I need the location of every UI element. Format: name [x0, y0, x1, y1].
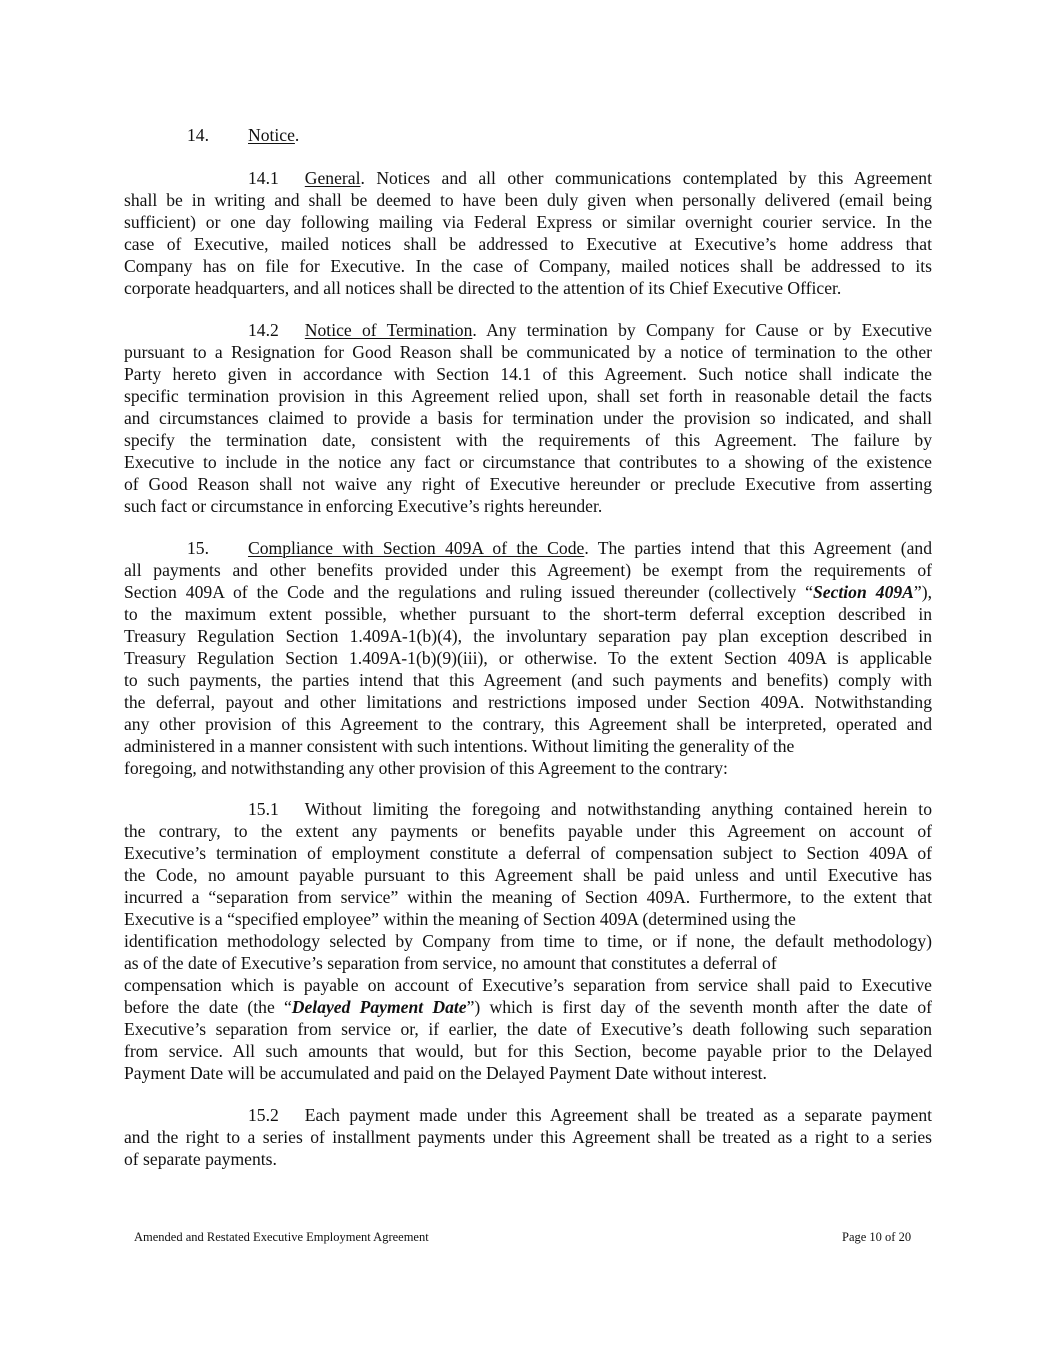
- paragraph-line: compensation which is payable on account of Executive’s separation from service shall paid to Executive: [124, 975, 932, 995]
- paragraph-line: of Good Reason shall not waive any right of Executive hereunder or preclude Executive from asserting: [124, 474, 932, 494]
- paragraph-line: of separate payments.: [124, 1149, 277, 1169]
- paragraph-14-2-line: 14.2 Notice of Termination. Any termination by Company for Cause or by Executive: [248, 320, 932, 340]
- paragraph-line: before the date (the “Delayed Payment Date”) which is first day of the seventh month after the date of: [124, 997, 932, 1017]
- paragraph-line: foregoing, and notwithstanding any other provision of this Agreement to the contrary:: [124, 758, 728, 778]
- paragraph-15-1-line: 15.1 Without limiting the foregoing and notwithstanding anything contained herein to: [248, 799, 932, 819]
- section-number: 15.2: [248, 1105, 279, 1125]
- section-14-heading: 14. Notice.: [187, 125, 300, 145]
- paragraph-14-1-line: 14.1 General. Notices and all other communications contemplated by this Agreement: [248, 168, 932, 188]
- paragraph-line: all payments and other benefits provided under this Agreement) be exempt from the requirements of: [124, 560, 932, 580]
- paragraph-line: incurred a “separation from service” within the meaning of Section 409A. Furthermore, to the extent that: [124, 887, 932, 907]
- paragraph-line: Executive’s termination of employment constitute a deferral of compensation subject to Section 409A of: [124, 843, 932, 863]
- paragraph-line: pursuant to a Resignation for Good Reason shall be communicated by a notice of termination to the other: [124, 342, 932, 362]
- paragraph-line: and the right to a series of installment payments under this Agreement shall be treated as a right to a series: [124, 1127, 932, 1147]
- section-15-heading: 15. Compliance with Section 409A of the Code. The parties intend that this Agreement (and: [187, 538, 932, 558]
- paragraph-line: Executive’s separation from service or, if earlier, the date of Executive’s death following such separation: [124, 1019, 932, 1039]
- paragraph-line: identification methodology selected by Company from time to time, or if none, the default methodology): [124, 931, 932, 951]
- paragraph-line: specify the termination date, consistent with the requirements of this Agreement. The failure by: [124, 430, 932, 450]
- paragraph-line: such fact or circumstance in enforcing Executive’s rights hereunder.: [124, 496, 603, 516]
- section-number: 14.: [187, 125, 209, 145]
- paragraph-line: as of the date of Executive’s separation from service, no amount that constitutes a deferral of: [124, 953, 777, 973]
- section-number: 15.: [187, 538, 209, 558]
- paragraph-line: Treasury Regulation Section 1.409A-1(b)(4), the involuntary separation pay plan exception described in: [124, 626, 932, 646]
- section-title: Notice: [248, 125, 295, 145]
- paragraph-line: Company has on file for Executive. In the case of Company, mailed notices shall be addressed to its: [124, 256, 932, 276]
- paragraph-line: Executive to include in the notice any fact or circumstance that contributes to a showing of the existence: [124, 452, 932, 472]
- paragraph-line: and circumstances claimed to provide a basis for termination under the provision so indicated, and shall: [124, 408, 932, 428]
- paragraph-line: shall be in writing and shall be deemed to have been duly given when personally delivered (email being: [124, 190, 932, 210]
- paragraph-line: from service. All such amounts that would, but for this Section, become payable prior to the Delayed: [124, 1041, 932, 1061]
- paragraph-line: case of Executive, mailed notices shall be addressed to Executive at Executive’s home address that: [124, 234, 932, 254]
- paragraph-line: Executive is a “specified employee” within the meaning of Section 409A (determined using the: [124, 909, 796, 929]
- paragraph-line: Section 409A of the Code and the regulations and ruling issued thereunder (collectively “Section 409A”),: [124, 582, 932, 602]
- footer-page-number: Page 10 of 20: [842, 1230, 912, 1244]
- section-number: 14.2: [248, 320, 279, 340]
- paragraph-line: administered in a manner consistent with such intentions. Without limiting the generality of the: [124, 736, 795, 756]
- defined-term: Section 409A: [813, 582, 914, 602]
- section-title: General: [304, 168, 361, 188]
- paragraph-line: the contrary, to the extent any payments or benefits payable under this Agreement on account of: [124, 821, 932, 841]
- footer-title: Amended and Restated Executive Employment Agreement: [134, 1230, 429, 1244]
- section-number: 14.1: [248, 168, 279, 188]
- section-number: 15.1: [248, 799, 279, 819]
- paragraph-line: sufficient) or one day following mailing via Federal Express or similar overnight courier service. In the: [124, 212, 932, 232]
- paragraph-line: to the maximum extent possible, whether pursuant to the short-term deferral exception described in: [124, 604, 932, 624]
- section-title: Compliance with Section 409A of the Code: [248, 538, 585, 558]
- paragraph-line: corporate headquarters, and all notices shall be directed to the attention of its Chief Executive Officer.: [124, 278, 842, 298]
- paragraph-line: Payment Date will be accumulated and paid on the Delayed Payment Date without interest.: [124, 1063, 767, 1083]
- paragraph-line: the Code, no amount payable pursuant to this Agreement shall be paid unless and until Executive has: [124, 865, 932, 885]
- section-title: Notice of Termination: [304, 320, 473, 340]
- paragraph-15-2-line: 15.2 Each payment made under this Agreement shall be treated as a separate payment: [248, 1105, 932, 1125]
- paragraph-line: specific termination provision in this Agreement relied upon, shall set forth in reasonable detail the facts: [124, 386, 932, 406]
- defined-term: Delayed Payment Date: [291, 997, 467, 1017]
- paragraph-line: the deferral, payout and other limitations and restrictions imposed under Section 409A. Notwithstanding: [124, 692, 932, 712]
- paragraph-line: to such payments, the parties intend that this Agreement (and such payments and benefits) comply with: [124, 670, 932, 690]
- paragraph-line: any other provision of this Agreement to the contrary, this Agreement shall be interpreted, operated and: [124, 714, 932, 734]
- paragraph-line: Treasury Regulation Section 1.409A-1(b)(9)(iii), or otherwise. To the extent Section 409A is applicable: [124, 648, 932, 668]
- paragraph-line: Party hereto given in accordance with Section 14.1 of this Agreement. Such notice shall indicate the: [124, 364, 932, 384]
